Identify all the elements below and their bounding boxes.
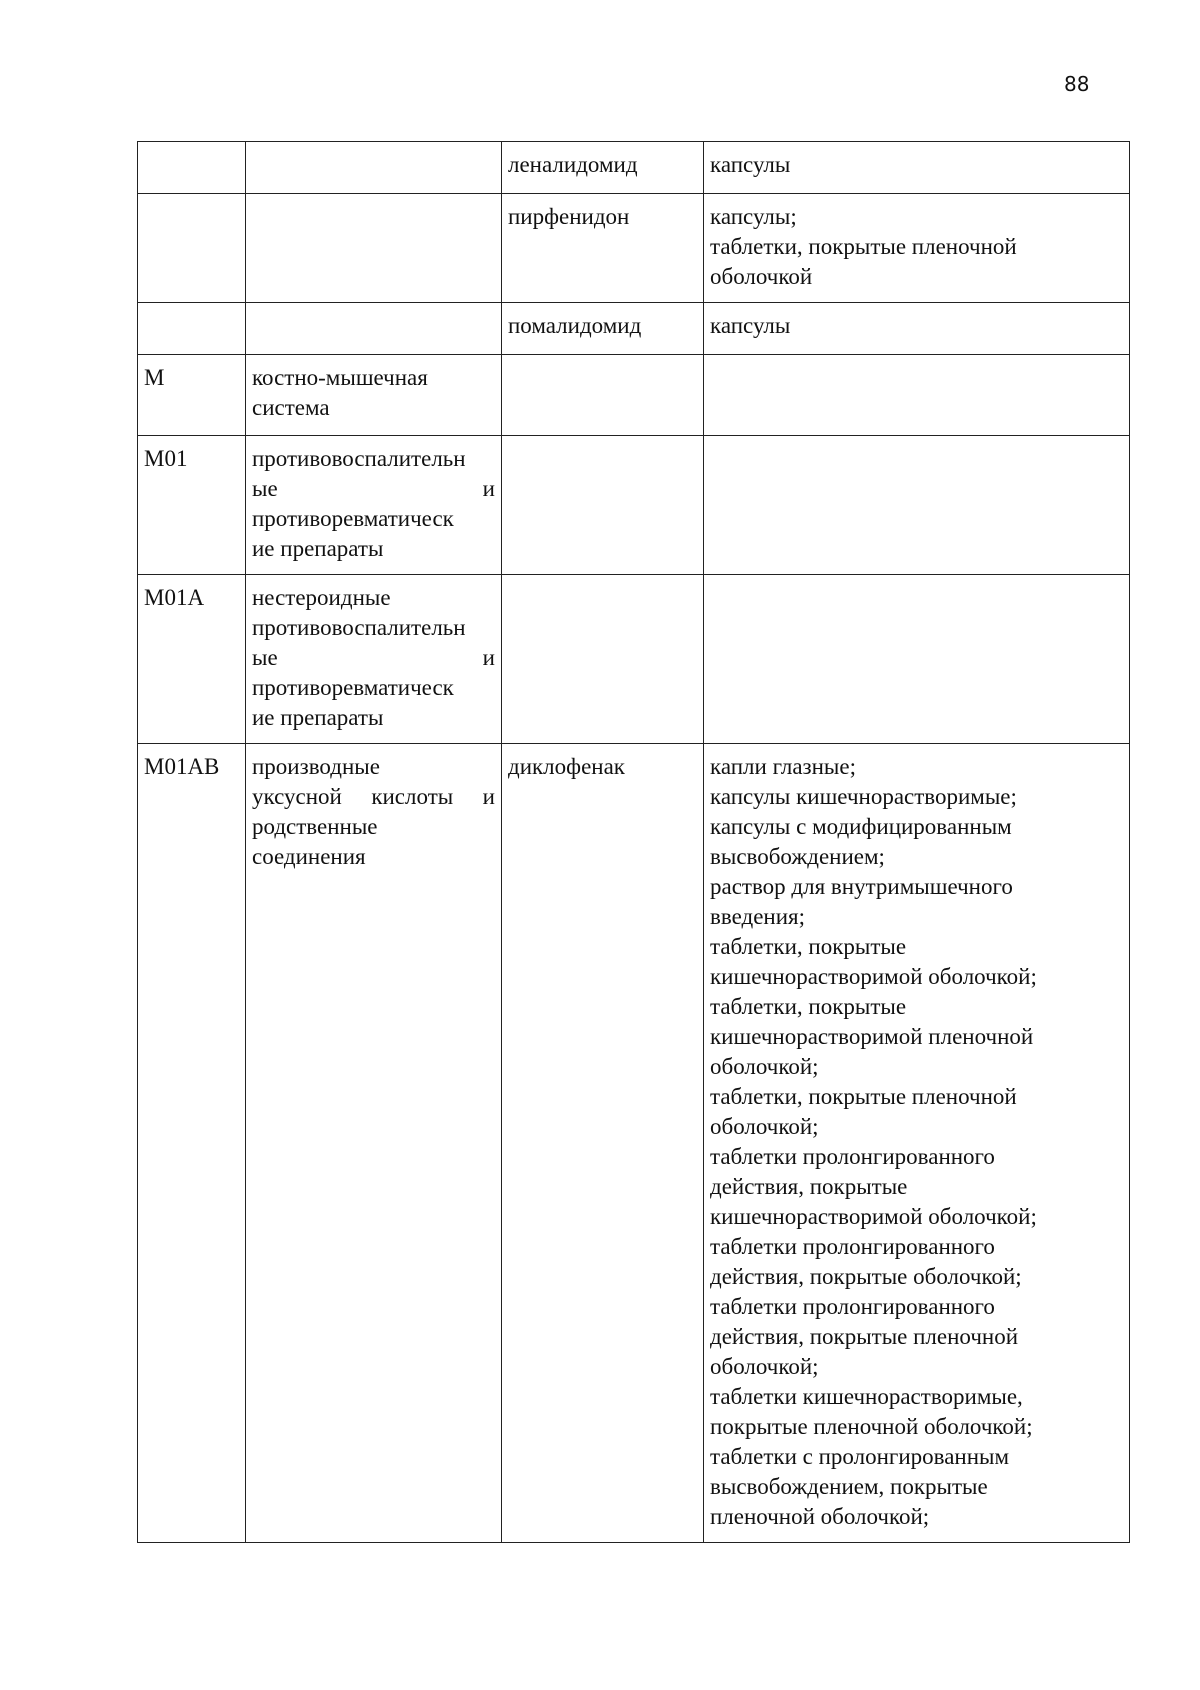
table-row xyxy=(138,194,1130,303)
dosage-forms-cell xyxy=(704,436,1130,575)
group-line: противовоспалительн xyxy=(252,446,466,471)
group-line: производные xyxy=(252,754,380,779)
dosage-form-line: оболочкой; xyxy=(710,1114,819,1139)
dosage-forms-cell xyxy=(704,142,1130,194)
dosage-form-line: таблетки пролонгированного xyxy=(710,1234,995,1259)
dosage-form-line: действия, покрытые оболочкой; xyxy=(710,1264,1022,1289)
group-line: костно-мышечная xyxy=(252,365,428,390)
dosage-form-line: оболочкой xyxy=(710,264,813,289)
group-line: ие препараты xyxy=(252,536,384,561)
dosage-form-line: капсулы xyxy=(710,313,791,338)
atc-code-cell: M01A xyxy=(138,575,246,744)
dosage-forms-cell xyxy=(704,194,1130,303)
dosage-form-line: таблетки пролонгированного xyxy=(710,1294,995,1319)
group-line: ие препараты xyxy=(252,705,384,730)
dosage-forms-cell xyxy=(704,303,1130,355)
dosage-form-line: капли глазные; xyxy=(710,754,856,779)
anatomical-group-cell xyxy=(246,142,502,194)
dosage-form-line: раствор для внутримышечного xyxy=(710,874,1013,899)
drug-name-cell xyxy=(502,436,704,575)
anatomical-group-cell xyxy=(246,436,502,575)
table-row xyxy=(138,436,1130,575)
dosage-form-line: капсулы xyxy=(710,152,791,177)
dosage-forms-cell xyxy=(704,744,1130,1543)
drug-name-cell: помалидомид xyxy=(502,303,704,355)
anatomical-group-cell xyxy=(246,575,502,744)
table-row xyxy=(138,575,1130,744)
dosage-form-line: покрытые пленочной оболочкой; xyxy=(710,1414,1033,1439)
atc-code-cell: M xyxy=(138,355,246,436)
group-line: противоревматическ xyxy=(252,675,454,700)
dosage-form-line: таблетки кишечнорастворимые, xyxy=(710,1384,1023,1409)
anatomical-group-cell xyxy=(246,194,502,303)
dosage-form-line: кишечнорастворимой пленочной xyxy=(710,1024,1034,1049)
dosage-form-line: таблетки, покрытые пленочной xyxy=(710,1084,1017,1109)
drug-classification-table xyxy=(137,141,1130,1543)
dosage-form-line: таблетки, покрытые xyxy=(710,934,907,959)
anatomical-group-cell xyxy=(246,744,502,1543)
table-row xyxy=(138,303,1130,355)
atc-code-cell xyxy=(138,194,246,303)
drug-name-cell: пирфенидон xyxy=(502,194,704,303)
dosage-form-line: введения; xyxy=(710,904,805,929)
page-number: 88 xyxy=(1064,72,1090,96)
drug-name-cell xyxy=(502,355,704,436)
drug-name-cell xyxy=(502,575,704,744)
dosage-form-line: высвобождением, покрытые xyxy=(710,1474,988,1499)
dosage-form-line: капсулы кишечнорастворимые; xyxy=(710,784,1017,809)
atc-code-cell xyxy=(138,303,246,355)
atc-code-cell: M01AB xyxy=(138,744,246,1543)
group-line: нестероидные xyxy=(252,585,391,610)
dosage-form-line: кишечнорастворимой оболочкой; xyxy=(710,1204,1037,1229)
dosage-form-line: таблетки, покрытые xyxy=(710,994,907,1019)
group-line: противоревматическ xyxy=(252,506,454,531)
table-row xyxy=(138,142,1130,194)
dosage-form-line: действия, покрытые пленочной xyxy=(710,1324,1019,1349)
dosage-form-line: таблетки пролонгированного xyxy=(710,1144,995,1169)
dosage-form-line: капсулы; xyxy=(710,204,797,229)
dosage-form-line: таблетки, покрытые пленочной xyxy=(710,234,1017,259)
dosage-form-line: капсулы с модифицированным xyxy=(710,814,1012,839)
table-row xyxy=(138,744,1130,1543)
dosage-form-line: высвобождением; xyxy=(710,844,885,869)
group-line: противовоспалительн xyxy=(252,615,466,640)
group-line: система xyxy=(252,395,330,420)
atc-code-cell: M01 xyxy=(138,436,246,575)
dosage-forms-cell xyxy=(704,575,1130,744)
anatomical-group-cell xyxy=(246,355,502,436)
group-line: соединения xyxy=(252,844,366,869)
dosage-form-line: оболочкой; xyxy=(710,1354,819,1379)
dosage-form-line: таблетки с пролонгированным xyxy=(710,1444,1010,1469)
dosage-form-line: действия, покрытые xyxy=(710,1174,908,1199)
anatomical-group-cell xyxy=(246,303,502,355)
drug-name-cell: диклофенак xyxy=(502,744,704,1543)
group-line: уксусной кислоты и xyxy=(252,784,495,809)
group-line: родственные xyxy=(252,814,378,839)
drug-name-cell: леналидомид xyxy=(502,142,704,194)
dosage-forms-cell xyxy=(704,355,1130,436)
dosage-form-line: кишечнорастворимой оболочкой; xyxy=(710,964,1037,989)
group-line: ые и xyxy=(252,645,495,670)
dosage-form-line: оболочкой; xyxy=(710,1054,819,1079)
group-line: ые и xyxy=(252,476,495,501)
atc-code-cell xyxy=(138,142,246,194)
dosage-form-line: пленочной оболочкой; xyxy=(710,1504,930,1529)
table-body xyxy=(138,142,1130,1543)
table-row xyxy=(138,355,1130,436)
